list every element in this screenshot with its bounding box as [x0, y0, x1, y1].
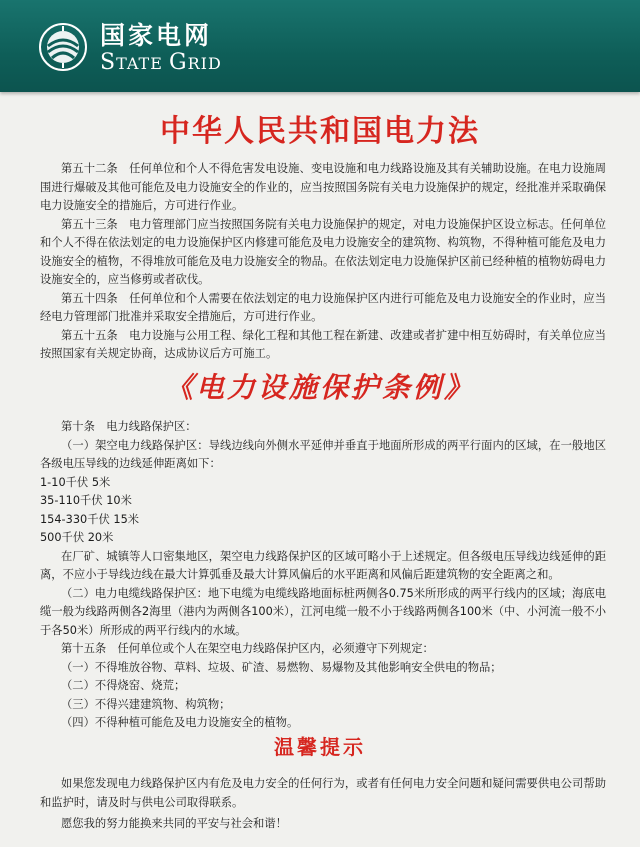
brand-name-cn: 国家电网 [100, 21, 213, 50]
regulation-rule: （二）不得烧窑、烧荒； [61, 679, 186, 692]
regulation-line: （二）电力电缆线路保护区：地下电缆为电缆线路地面标桩两侧各0.75米所形成的两平行线内的区域；海底电缆一般为线路两侧各2海里（港内为两侧各100米），江河电缆一般不小于线路两侧各100米（中、小河流一般不小于各50米）所形成的两平行线内的水域。 [40, 586, 606, 637]
regulation-rule: （四）不得种植可能危及电力设施安全的植物。 [61, 716, 299, 729]
brand-name-en: STATE GRID [100, 50, 222, 75]
law-title: 中华人民共和国电力法 [160, 114, 480, 149]
state-grid-logo-icon [38, 22, 88, 72]
regulation-line: 第十条 电力线路保护区： [61, 420, 197, 433]
regulation-title: 《电力设施保护条例》 [164, 371, 475, 404]
regulation-line: 在厂矿、城镇等人口密集地区，架空电力线路保护区的区域可略小于上述规定。但各级电压导线边线延伸的距离，不应小于导线边线在最大计算弧垂及最大计算风偏后的水平距离和风偏后距建筑物的安全距离之和。 [40, 549, 606, 581]
distance-row: 500千伏 20米 [40, 531, 114, 544]
law-article-53: 第五十三条 电力管理部门应当按照国务院有关电力设施保护的规定，对电力设施保护区设立标志。任何单位和个人不得在依法划定的电力设施保护区内修建可能危及电力设施安全的建筑物、构筑物，不得种植可能危及电力设施安全的植物，不得堆放可能危及电力设施安全的物品。在依法划定电力设施保护区前已经种植的植物妨碍电力设施安全的，应当修剪或者砍伐。 [40, 217, 606, 286]
distance-row: 1-10千伏 5米 [40, 475, 111, 489]
distance-row: 35-110千伏 10米 [40, 494, 132, 507]
tips-paragraph: 愿您我的努力能换来共同的平安与社会和谐！ [61, 817, 287, 830]
law-article-55: 第五十五条 电力设施与公用工程、绿化工程和其他工程在新建、改建或者扩建中相互妨碍时，有关单位应当按照国家有关规定协商，达成协议后方可施工。 [40, 328, 606, 360]
regulation-rule: （三）不得兴建建筑物、构筑物； [61, 697, 231, 711]
distance-row: 154-330千伏 15米 [40, 512, 140, 526]
law-article-52: 第五十二条 任何单位和个人不得危害发电设施、变电设施和电力线路设施及其有关辅助设施。在电力设施周围进行爆破及其他可能危及电力设施安全的作业的，应当按照国务院有关电力设施保护的规定，经批准并采取确保电力设施安全的措施后，方可进行作业。 [40, 162, 606, 212]
regulation-section [40, 418, 606, 733]
tips-section [40, 775, 606, 837]
regulation-line: 第十五条 任何单位或个人在架空电力线路保护区内，必须遵守下列规定： [61, 642, 434, 655]
law-article-54: 第五十四条 任何单位和个人需要在依法划定的电力设施保护区内进行可能危及电力设施安全的作业时，应当经电力管理部门批准并采取安全措施后，方可进行作业。 [40, 291, 606, 323]
tips-title: 温馨提示 [274, 735, 366, 759]
law-section [40, 160, 606, 364]
regulation-line: （一）架空电力线路保护区：导线边线向外侧水平延伸并垂直于地面所形成的两平行面内的区域，在一般地区各级电压导线的边线延伸距离如下： [40, 438, 606, 470]
regulation-rule: （一）不得堆放谷物、草料、垃圾、矿渣、易燃物、易爆物及其他影响安全供电的物品； [61, 660, 502, 674]
header-band [0, 0, 640, 92]
tips-paragraph: 如果您发现电力线路保护区内有危及电力安全的任何行为，或者有任何电力安全问题和疑问需要供电公司帮助和监护时，请及时与供电公司取得联系。 [40, 777, 606, 809]
